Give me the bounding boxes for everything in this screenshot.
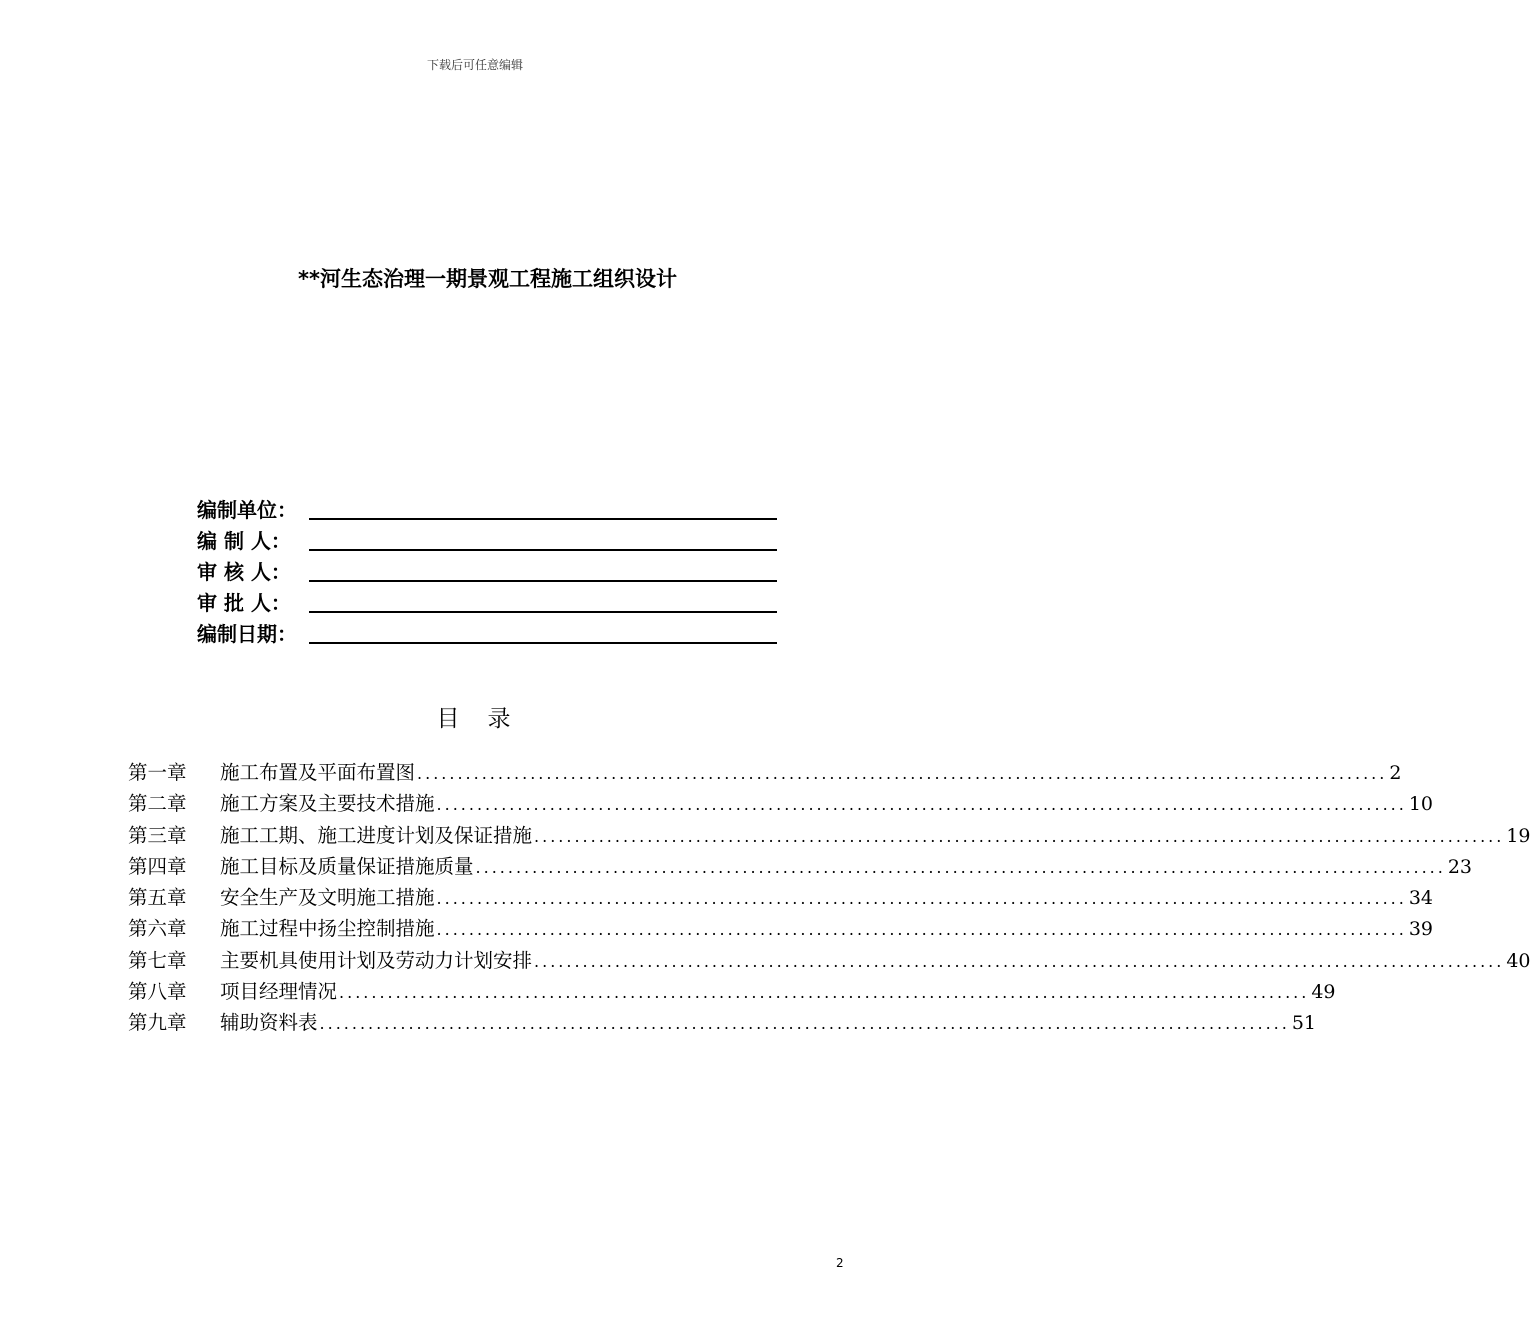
toc-entry-title: 施工过程中扬尘控制措施 <box>220 917 435 941</box>
toc-page-number: 49 <box>1311 981 1336 1004</box>
toc-entry[interactable] <box>128 820 1531 851</box>
toc-entry[interactable] <box>128 976 1336 1007</box>
field-blank-line <box>309 558 777 582</box>
field-label: 编制日期： <box>197 622 297 646</box>
toc-entry[interactable] <box>128 757 1402 788</box>
toc-leader-dots: ........................................................................................................................ <box>339 983 1310 1003</box>
field-blank-line <box>309 527 777 551</box>
toc-entry-title: 安全生产及文明施工措施 <box>220 886 435 910</box>
toc-page-number: 39 <box>1408 918 1434 941</box>
toc-entry[interactable] <box>128 788 1434 819</box>
toc-entry[interactable] <box>128 945 1531 976</box>
toc-leader-dots: ........................................................................................................................ <box>534 826 1505 846</box>
field-blank-line <box>309 589 777 613</box>
toc-entry[interactable] <box>128 913 1434 944</box>
toc-entry-title: 主要机具使用计划及劳动力计划安排 <box>220 948 533 972</box>
toc-entry-title: 施工工期、施工进度计划及保证措施 <box>220 823 533 847</box>
toc-entry-title: 施工方案及主要技术措施 <box>220 792 435 816</box>
toc-entry-title: 项目经理情况 <box>220 980 338 1004</box>
toc-entry[interactable] <box>128 1007 1317 1038</box>
toc-leader-dots: ........................................................................................................................ <box>534 951 1505 971</box>
toc-entry[interactable] <box>128 851 1473 882</box>
toc-page-number: 19 <box>1506 824 1531 847</box>
toc-chapter: 第二章 <box>128 792 187 816</box>
field-label: 编 制 人： <box>197 529 291 553</box>
toc-page-number: 34 <box>1408 887 1434 910</box>
field-blank-line <box>309 620 777 644</box>
toc-page-number: 40 <box>1506 949 1531 972</box>
table-of-contents <box>128 757 1531 1039</box>
toc-leader-dots: ........................................................................................................................ <box>436 795 1407 815</box>
field-blank-line <box>309 496 777 520</box>
toc-entry-title: 施工目标及质量保证措施质量 <box>220 854 474 878</box>
toc-entry-title: 辅助资料表 <box>220 1011 318 1035</box>
page-number: 2 <box>836 1256 844 1270</box>
toc-chapter: 第五章 <box>128 886 187 910</box>
toc-leader-dots: ........................................................................................................................ <box>475 857 1446 877</box>
toc-entry[interactable] <box>128 882 1434 913</box>
toc-page-number: 10 <box>1408 793 1434 816</box>
toc-leader-dots: ........................................................................................................................ <box>436 920 1407 940</box>
toc-chapter: 第八章 <box>128 980 187 1004</box>
field-label: 审 核 人： <box>197 560 291 584</box>
field-compiling-unit <box>197 492 777 523</box>
toc-title: 目录 <box>436 706 539 732</box>
toc-chapter: 第七章 <box>128 948 187 972</box>
field-reviewer <box>197 554 777 585</box>
document-title: **河生态治理一期景观工程施工组织设计 <box>298 267 677 291</box>
toc-leader-dots: ........................................................................................................................ <box>417 764 1388 783</box>
field-label: 编制单位： <box>197 498 297 522</box>
toc-entry-title: 施工布置及平面布置图 <box>220 761 416 784</box>
toc-page-number: 51 <box>1291 1012 1317 1035</box>
field-approver <box>197 585 777 616</box>
page-header-note: 下载后可任意编辑 <box>426 58 523 72</box>
toc-chapter: 第六章 <box>128 917 187 941</box>
toc-chapter: 第三章 <box>128 823 187 847</box>
field-label: 审 批 人： <box>197 591 291 615</box>
toc-chapter: 第一章 <box>128 761 187 784</box>
toc-page-number: 23 <box>1447 855 1473 878</box>
sign-off-fields <box>197 492 777 647</box>
toc-leader-dots: ........................................................................................................................ <box>319 1014 1290 1034</box>
toc-chapter: 第四章 <box>128 854 187 878</box>
field-compile-date <box>197 616 777 647</box>
toc-leader-dots: ........................................................................................................................ <box>436 889 1407 909</box>
field-compiler <box>197 523 777 554</box>
toc-chapter: 第九章 <box>128 1011 187 1035</box>
toc-page-number: 2 <box>1389 762 1402 784</box>
